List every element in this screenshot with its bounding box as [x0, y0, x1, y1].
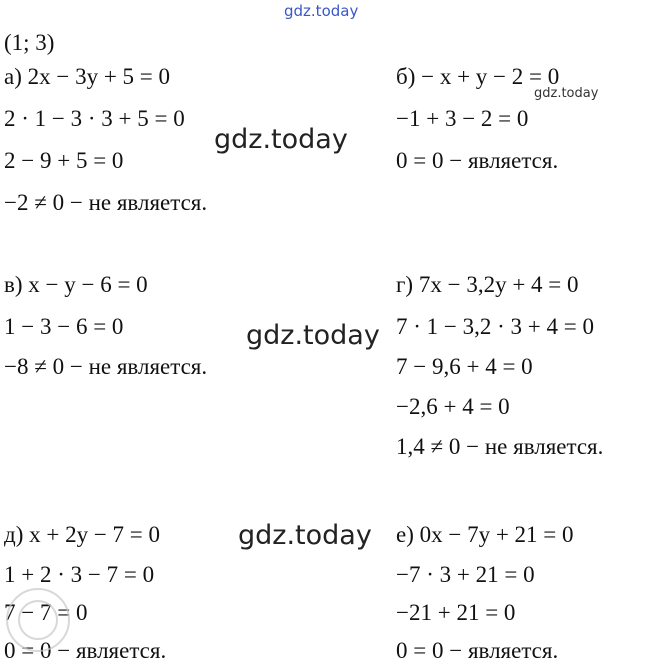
copyright-seal-icon: [6, 588, 70, 652]
given-point: (1; 3): [4, 30, 55, 55]
right-line-g-substitution: 7 · 1 − 3,2 · 3 + 4 = 0: [396, 314, 594, 339]
right-line-b-substitution: −1 + 3 − 2 = 0: [396, 106, 529, 131]
left-line-a-simplify: 2 − 9 + 5 = 0: [4, 148, 124, 173]
left-line-v-substitution: 1 − 3 − 6 = 0: [4, 314, 124, 339]
right-line-g-result: 1,4 ≠ 0 − не является.: [396, 434, 604, 459]
left-line-a-result: −2 ≠ 0 − не является.: [4, 190, 208, 215]
right-line-b-equation: б) − x + y − 2 = 0: [396, 64, 560, 89]
left-line-v-equation: в) x − y − 6 = 0: [4, 272, 148, 297]
left-line-d-equation: д) x + 2y − 7 = 0: [4, 522, 161, 547]
left-line-d-result: 0 = 0 − является.: [4, 638, 167, 663]
left-line-a-equation: а) 2x − 3y + 5 = 0: [4, 64, 171, 89]
left-line-d-simplify: 7 − 7 = 0: [4, 600, 88, 625]
right-line-e-equation: е) 0x − 7y + 21 = 0: [396, 522, 574, 547]
right-line-e-substitution: −7 · 3 + 21 = 0: [396, 562, 535, 587]
left-line-a-substitution: 2 · 1 − 3 · 3 + 5 = 0: [4, 106, 185, 131]
left-line-v-result: −8 ≠ 0 − не является.: [4, 354, 208, 379]
right-line-b-result: 0 = 0 − является.: [396, 148, 559, 173]
right-line-g-equation: г) 7x − 3,2y + 4 = 0: [396, 272, 579, 297]
right-line-g-simplify-2: −2,6 + 4 = 0: [396, 394, 510, 419]
right-line-e-simplify: −21 + 21 = 0: [396, 600, 516, 625]
left-line-d-substitution: 1 + 2 · 3 − 7 = 0: [4, 562, 155, 587]
watermark-large-2: gdz.today: [246, 320, 380, 351]
right-line-g-simplify: 7 − 9,6 + 4 = 0: [396, 354, 533, 379]
watermark-small: gdz.today: [534, 86, 599, 101]
watermark-large-1: gdz.today: [214, 124, 348, 155]
right-line-e-result: 0 = 0 − является.: [396, 638, 559, 663]
watermark-large-3: gdz.today: [238, 520, 372, 551]
watermark-top: gdz.today: [284, 2, 359, 20]
